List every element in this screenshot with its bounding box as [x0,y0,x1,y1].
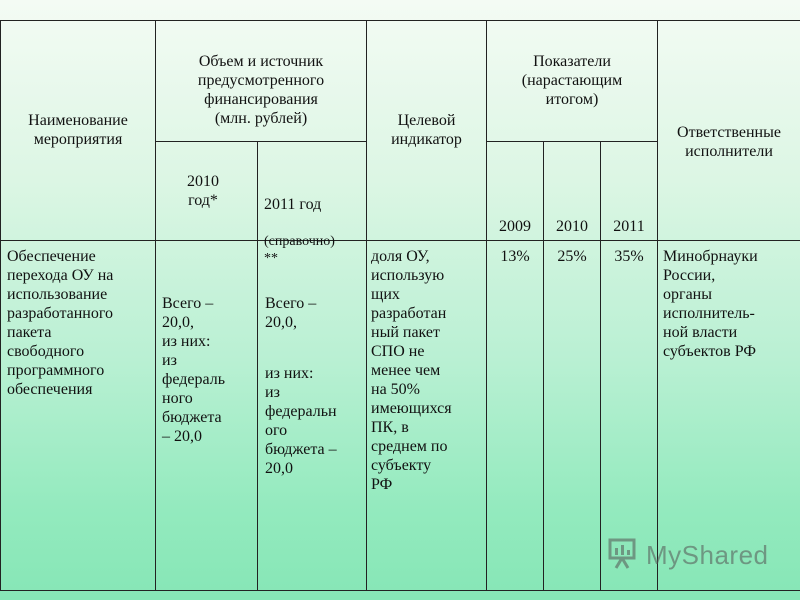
row-value-2011: 35% [614,248,644,265]
col-line-6 [600,141,601,590]
header-funding-2011 [264,176,364,286]
header-year-2010: 2010 [556,218,588,235]
table-border-bottom [0,590,800,591]
header-funding-2011-note: (справочно) ** [264,234,335,266]
header-indicators: Показатели (нарастающим итогом) [521,53,623,108]
col-line-1 [155,20,156,590]
header-target: Целевой индикатор [391,112,462,148]
header-bottom-line [0,240,800,241]
table-border-top [0,20,800,21]
watermark [606,536,769,575]
indicators-subheader-line [486,141,657,142]
presentation-board-icon [606,536,640,575]
header-funding-2011-title: 2011 год [264,196,322,213]
row-funding-2010: Всего – 20,0, из них: из федераль ного бюджета – 20,0 [162,295,226,445]
col-line-0 [0,20,1,590]
col-line-4 [486,20,487,590]
row-funding-2011-total: Всего – 20,0, [265,295,317,331]
row-name: Обеспечение перехода ОУ на использование разработанного пакета свободного программного обеспечения [7,248,114,398]
row-value-2009: 13% [500,248,530,265]
header-responsible: Ответственные исполнители [677,124,781,160]
funding-subheader-line [155,141,366,142]
col-line-7 [657,20,658,590]
col-line-3 [366,20,367,590]
watermark-text: MyShared [646,540,769,570]
row-value-2010: 25% [557,248,587,265]
row-funding-2011-detail: из них: из федеральн ого бюджета – 20,0 [265,365,337,477]
row-responsible: Минобрнауки России, органы исполнитель- ной власти субъектов РФ [663,248,758,360]
header-funding: Объем и источник предусмотренного финансирования (млн. рублей) [197,53,325,127]
col-line-2 [257,141,258,590]
header-year-2011: 2011 [613,218,645,235]
header-year-2009: 2009 [499,218,531,235]
header-funding-2010: 2010 год* [187,173,219,209]
row-target-indicator: доля ОУ, использую щих разработан ный пакет СПО не менее чем на 50% имеющихся ПК, в среднем по субъекту РФ [371,248,452,493]
col-line-5 [543,141,544,590]
header-name: Наименование мероприятия [28,112,128,148]
